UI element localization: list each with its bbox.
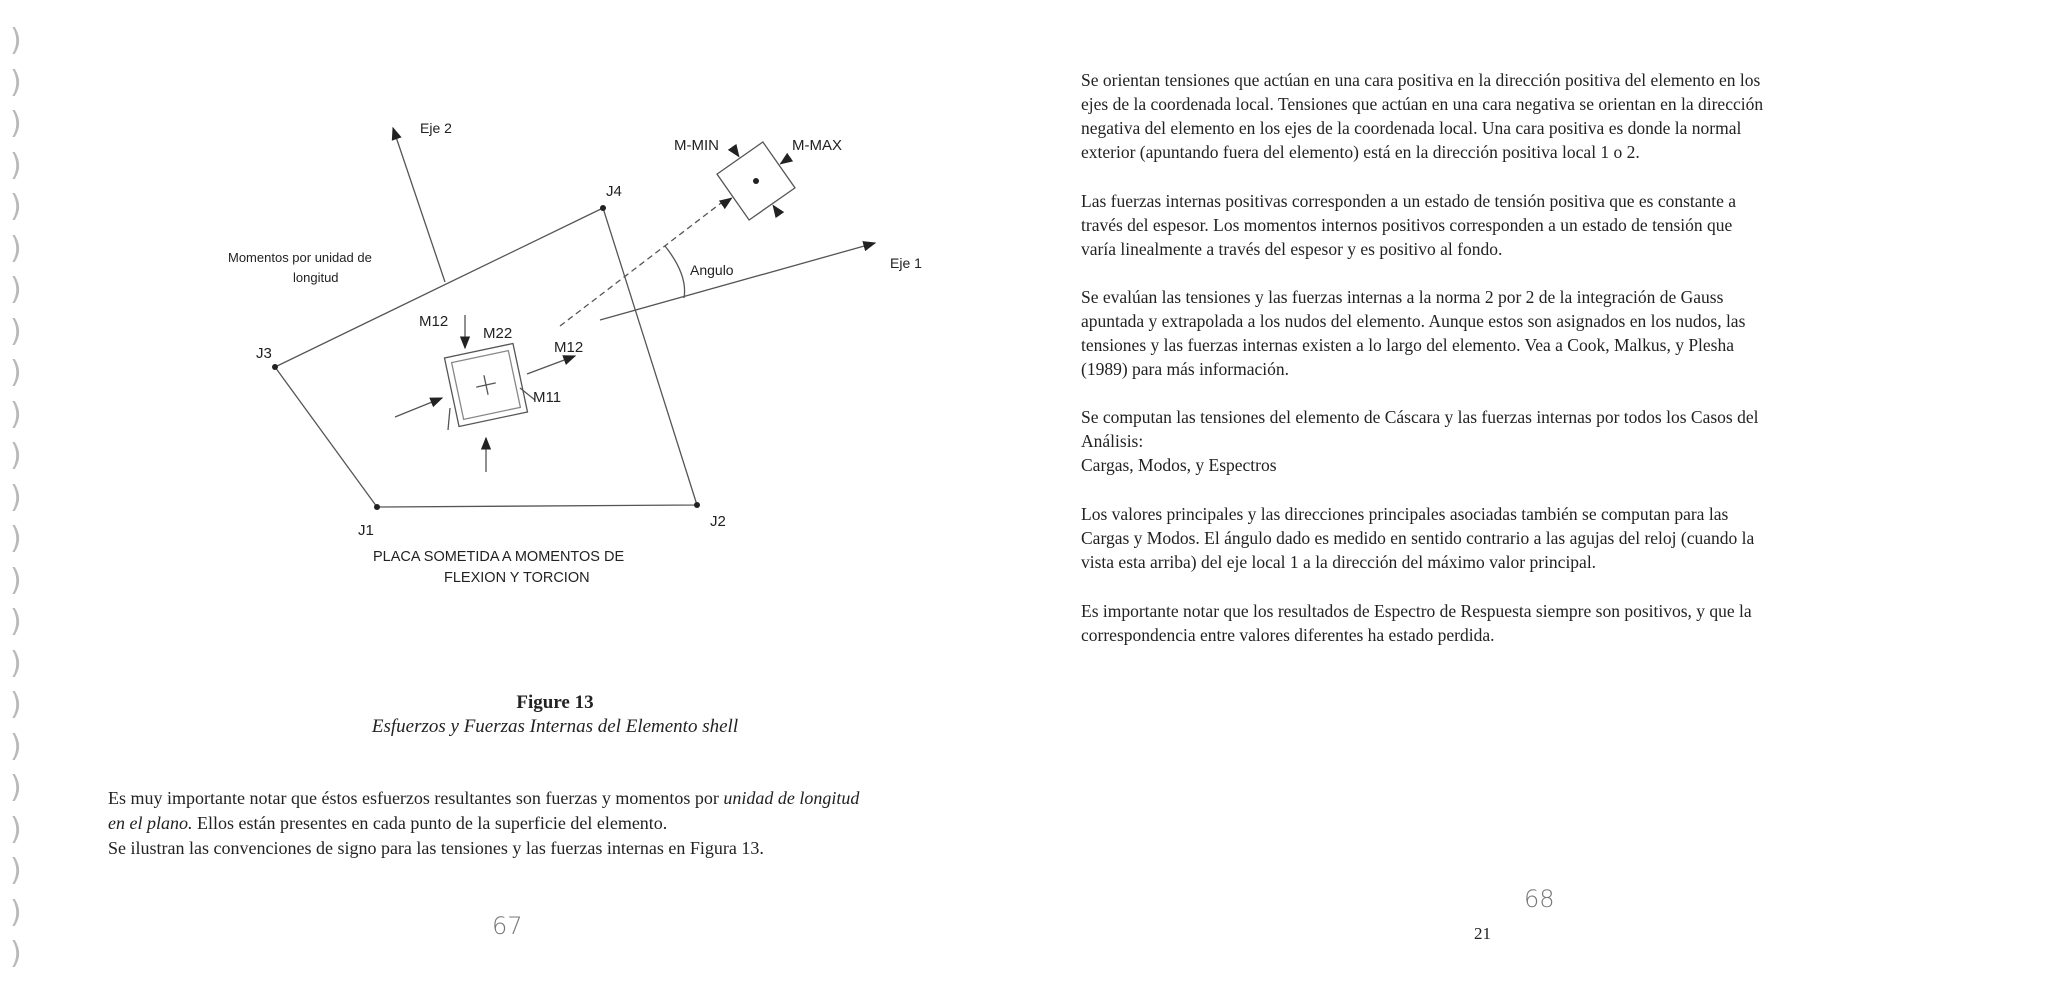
paragraph-line: ejes de la coordenada local. Tensiones que actúan en una cara negativa se orientan en la dirección (1081, 94, 1764, 114)
figure-13-diagram (200, 110, 1020, 590)
binding-ring: ) (10, 272, 22, 307)
label-placa-1: PLACA SOMETIDA A MOMENTOS DE (373, 549, 625, 565)
right-paragraph-3 (1081, 285, 1901, 381)
paragraph-line: tensiones y las fuerzas internas existen a lo largo del elemento. Vea a Cook, Malkus, y Plesha (1081, 335, 1735, 355)
binding-ring: ) (10, 189, 22, 224)
paragraph-line: exterior (apuntando fuera del elemento) está en la dirección positiva local 1 o 2. (1081, 142, 1640, 162)
left-paragraph-part1: Es muy importante notar que éstos esfuerzos resultantes son fuerzas y momentos por (108, 788, 724, 808)
left-paragraph-part2: Ellos están presentes en cada punto de la superficie del elemento. (192, 813, 668, 833)
label-j2: J2 (710, 513, 726, 530)
label-angulo: Angulo (690, 262, 734, 278)
binding-ring: ) (10, 770, 22, 805)
label-mmax: M-MAX (792, 137, 842, 154)
handwritten-page-68: 68 (1524, 885, 1555, 913)
paragraph-line: vista esta arriba) del eje local 1 a la dirección del máximo valor principal. (1081, 552, 1597, 572)
binding-ring: ) (10, 728, 22, 764)
paragraph-line: Se evalúan las tensiones y las fuerzas internas a la norma 2 por 2 de la integración de Gauss (1081, 287, 1724, 307)
binding-ring: ) (10, 147, 22, 183)
label-m12-top: M12 (419, 313, 449, 330)
angle-arc (665, 246, 685, 298)
paragraph-line: Las fuerzas internas positivas corresponden a un estado de tensión positiva que es constante a (1081, 191, 1737, 211)
right-paragraph-1 (1081, 68, 1901, 164)
paragraph-line: través del espesor. Los momentos internos positivos corresponden a un estado de tensión que (1081, 215, 1733, 235)
right-paragraph-5 (1081, 502, 1901, 574)
node-j3 (272, 364, 278, 370)
left-paragraph (108, 786, 1008, 861)
eje2-axis (393, 128, 445, 282)
binding-ring: ) (10, 313, 22, 349)
binding-ring: ) (10, 355, 22, 390)
label-momentos-2: longitud (293, 270, 339, 285)
paragraph-line: correspondencia entre valores diferentes ha estado perdida. (1081, 625, 1495, 645)
binding-ring: ) (10, 853, 22, 888)
binding-ring: ) (10, 645, 22, 681)
handwritten-page-67: 67 (492, 912, 523, 940)
paragraph-line: Se computan las tensiones del elemento de Cáscara y las fuerzas internas por todos los Casos del (1081, 407, 1759, 427)
node-j4 (600, 205, 606, 211)
paragraph-line: (1989) para más información. (1081, 359, 1289, 379)
binding-ring: ) (10, 106, 22, 141)
label-m12-right: M12 (554, 339, 584, 356)
binding-ring: ) (10, 23, 22, 58)
paragraph-line: apuntada y extrapolada a los nudos del elemento. Aunque estos son asignados en los nudos, las (1081, 311, 1746, 331)
label-momentos-1: Momentos por unidad de (228, 250, 372, 265)
right-paragraph-4 (1081, 405, 1901, 477)
node-j2 (694, 502, 700, 508)
label-j4: J4 (606, 183, 622, 200)
binding-ring: ) (10, 811, 22, 847)
label-m22: M22 (483, 325, 513, 342)
binding-ring: ) (10, 396, 22, 432)
binding-ring: ) (10, 604, 22, 639)
paragraph-line: Cargas y Modos. El ángulo dado es medido en sentido contrario a las agujas del reloj (cuando la (1081, 528, 1755, 548)
binding-ring: ) (10, 562, 22, 598)
label-j3: J3 (256, 345, 272, 362)
page-number: 21 (1474, 924, 1491, 943)
paragraph-line: Los valores principales y las direcciones principales asociadas también se computan para las (1081, 504, 1729, 524)
paragraph-line: Cargas, Modos, y Espectros (1081, 455, 1277, 475)
binding-ring: ) (10, 479, 22, 515)
eje1-axis (600, 243, 875, 320)
left-paragraph-italic1: unidad de longitud (723, 788, 860, 808)
figure-caption-title: Figure 13 (516, 692, 594, 713)
binding-ring: ) (10, 230, 22, 266)
left-paragraph-italic2: en el plano. (108, 813, 193, 833)
binding-ring: ) (10, 687, 22, 722)
label-mmin: M-MIN (674, 137, 719, 154)
paragraph-line: varía linealmente a través del espesor y es positivo al fondo. (1081, 239, 1503, 259)
binding-ring: ) (10, 936, 22, 971)
right-paragraph-2 (1081, 189, 1901, 261)
binding-ring: ) (10, 438, 22, 473)
label-m11: M11 (533, 389, 562, 406)
binding-ring: ) (10, 64, 22, 100)
label-placa-2: FLEXION Y TORCION (444, 570, 590, 586)
label-eje2: Eje 2 (420, 120, 452, 136)
left-paragraph-line3: Se ilustran las convenciones de signo para las tensiones y las fuerzas internas en Figura 13. (108, 838, 764, 858)
node-j1 (374, 504, 380, 510)
label-eje1: Eje 1 (890, 255, 922, 271)
binding-ring: ) (10, 894, 22, 930)
right-paragraph-6 (1081, 599, 1901, 647)
label-j1: J1 (358, 522, 374, 539)
binding-ring: ) (10, 521, 22, 556)
figure-caption-subtitle: Esfuerzos y Fuerzas Internas del Elemento shell (371, 716, 739, 737)
paragraph-line: Es importante notar que los resultados de Espectro de Respuesta siempre son positivos, y que la (1081, 601, 1752, 621)
paragraph-line: Se orientan tensiones que actúan en una cara positiva en la dirección positiva del elemento en los (1081, 70, 1761, 90)
paragraph-line: Análisis: (1081, 431, 1144, 451)
moment-element (444, 343, 527, 426)
paragraph-line: negativa del elemento en los ejes de la coordenada local. Una cara positiva es donde la normal (1081, 118, 1742, 138)
